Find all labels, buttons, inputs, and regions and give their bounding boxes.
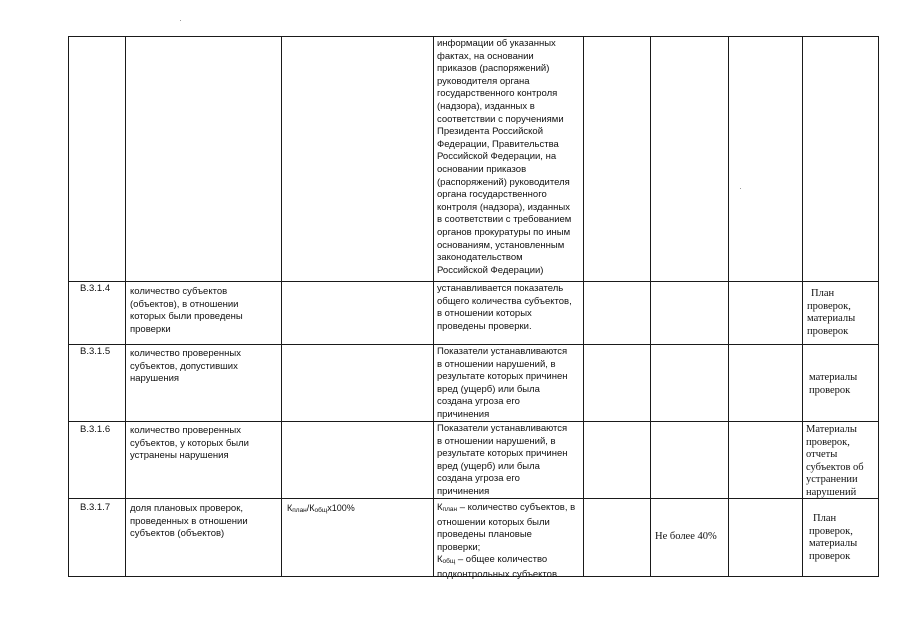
text-line: вред (ущерб) или была: [437, 460, 540, 472]
text-line: доля плановых проверок,: [130, 503, 244, 514]
text-line: устранены нарушения: [130, 450, 229, 462]
text-line: количество субъектов: [130, 286, 228, 297]
text-span: – количество субъектов, в: [457, 502, 576, 513]
indicator-name-cell: [130, 425, 280, 463]
indicator-code: В.3.1.7: [80, 502, 111, 513]
text-line: количество проверенных: [130, 425, 241, 436]
text-line: проверок,: [809, 525, 853, 537]
text-line: соответствии с поручениями: [437, 113, 564, 125]
text-line: проверок: [809, 384, 851, 396]
source-cell: [807, 288, 877, 338]
scan-speck: [180, 20, 181, 21]
text-line: [437, 554, 583, 569]
text-line: Российской Федерации, на: [437, 151, 557, 163]
text-line: контроля (надзора), изданных: [437, 201, 570, 213]
text-line: Показатели устанавливаются: [437, 346, 568, 357]
text-line: основании приказов: [437, 163, 527, 175]
text-line: проверки;: [437, 541, 481, 553]
text-line: проверок: [809, 550, 851, 562]
source-cell: [809, 513, 877, 563]
formula-tail: х100%: [327, 503, 355, 513]
table-column-divider: [281, 36, 282, 576]
text-line: материалы: [809, 372, 858, 383]
text-line: причинения: [437, 408, 490, 420]
text-line: общего количества субъектов,: [437, 295, 572, 307]
text-line: проведенных в отношении: [130, 515, 248, 527]
text-line: Показатели устанавливаются: [437, 423, 568, 434]
text-line: проведены проверки.: [437, 320, 532, 332]
formula-k: К: [437, 554, 443, 566]
text-line: вред (ущерб) или была: [437, 383, 540, 395]
text-line: органов прокуратуры по иным: [437, 226, 571, 238]
formula-subscript: план: [442, 506, 458, 513]
table-border-right: [878, 36, 879, 576]
indicator-code: В.3.1.4: [80, 283, 111, 294]
target-value: Не более 40%: [655, 531, 717, 542]
text-line: План: [813, 513, 837, 524]
formula-cell: [287, 502, 432, 518]
text-line: создана угроза его: [437, 473, 520, 485]
indicator-code: В.3.1.5: [80, 346, 111, 357]
text-line: законодательством: [437, 252, 523, 264]
formula-k: К: [309, 503, 315, 513]
description-cell: [437, 423, 583, 499]
table-border-top: [68, 36, 879, 37]
text-span: – общее количество: [455, 554, 548, 566]
table-column-divider: [650, 36, 651, 576]
table-column-divider: [125, 36, 126, 576]
text-line: материалы: [807, 313, 856, 325]
text-line: (объектов), в отношении: [130, 298, 239, 310]
formula-subscript: общ: [442, 558, 456, 566]
text-line: Материалы: [806, 424, 857, 435]
text-line: руководителя органа: [437, 75, 530, 87]
text-line: проверки: [130, 323, 171, 335]
source-cell: [809, 372, 877, 397]
text-line: которых были проведены: [130, 311, 243, 323]
text-line: создана угроза его: [437, 396, 520, 408]
text-line: отношении которых были: [437, 516, 550, 528]
text-line: нарушений: [806, 486, 857, 498]
formula-slash: /: [306, 503, 310, 513]
formula-subscript: план: [292, 507, 307, 514]
text-line: в отношении нарушений, в: [437, 435, 556, 447]
table-row-divider: [68, 281, 879, 282]
text-line: в отношении нарушений, в: [437, 358, 556, 370]
table-row-divider: [68, 344, 879, 345]
formula-k: К: [287, 503, 293, 513]
text-line: отчеты: [806, 449, 838, 461]
text-line: Российской Федерации): [437, 264, 544, 276]
text-line: основаниям, установленным: [437, 239, 565, 251]
text-line: в соответствии с требованием: [437, 214, 572, 226]
text-line: количество проверенных: [130, 348, 241, 359]
formula-subscript: общ: [314, 507, 328, 514]
text-line: План: [811, 288, 835, 299]
text-line: результате которых причинен: [437, 448, 568, 460]
text-line: [437, 502, 583, 517]
indicator-name-cell: [130, 286, 280, 336]
description-cell: [437, 346, 583, 422]
text-line: Президента Российской: [437, 126, 544, 138]
table-border-left: [68, 36, 69, 576]
table-column-divider: [802, 36, 803, 576]
text-line: нарушения: [130, 373, 180, 385]
scan-speck: [740, 188, 741, 189]
table-column-divider: [433, 36, 434, 576]
text-line: причинения: [437, 485, 490, 497]
text-line: органа государственного: [437, 189, 547, 201]
text-line: в отношении которых: [437, 308, 532, 320]
text-line: проведены плановые: [437, 529, 532, 541]
text-line: субъектов об: [806, 461, 864, 473]
text-line: проверок: [807, 325, 849, 337]
text-line: информации об указанных: [437, 38, 556, 49]
indicator-name-cell: [130, 503, 280, 541]
text-line: государственного контроля: [437, 88, 558, 100]
indicator-name-cell: [130, 348, 280, 386]
text-line: подконтрольных субъектов: [437, 568, 558, 580]
text-line: проверок,: [806, 436, 850, 448]
source-cell: [806, 424, 878, 500]
formula-k: К: [437, 502, 443, 513]
text-line: устанавливается показатель: [437, 283, 564, 294]
description-cell: [437, 283, 583, 333]
text-line: Федерации, Правительства: [437, 138, 559, 150]
text-line: субъектов, у которых были: [130, 437, 249, 449]
description-cell: [437, 38, 583, 277]
indicator-code: В.3.1.6: [80, 424, 111, 435]
text-line: (надзора), изданных в: [437, 100, 535, 112]
text-line: субъектов (объектов): [130, 528, 225, 540]
text-line: субъектов, допустивших: [130, 360, 238, 372]
text-line: (распоряжений) руководителя: [437, 176, 570, 188]
table-column-divider: [583, 36, 584, 576]
text-line: устранении: [806, 474, 858, 486]
text-line: проверок,: [807, 300, 851, 312]
text-line: фактах, на основании: [437, 50, 534, 62]
description-cell: [437, 502, 583, 582]
text-line: результате которых причинен: [437, 371, 568, 383]
table-column-divider: [728, 36, 729, 576]
text-line: материалы: [809, 538, 858, 550]
text-line: приказов (распоряжений): [437, 63, 550, 75]
